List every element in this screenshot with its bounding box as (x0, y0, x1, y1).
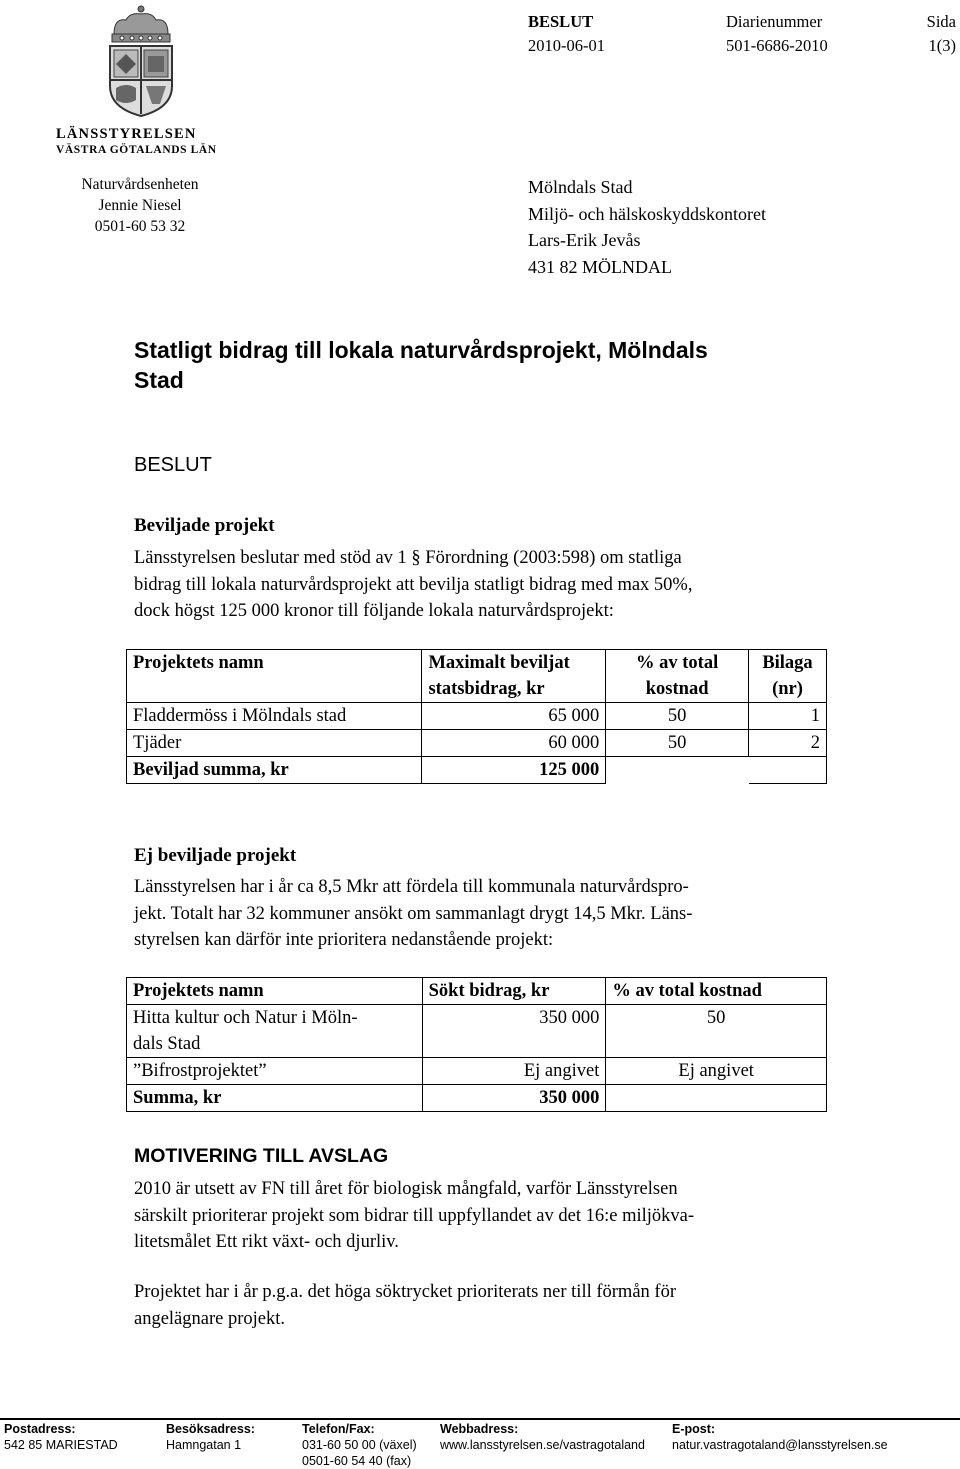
project-amount: Ej angivet (422, 1058, 606, 1085)
footer-postal-label: Postadress: (4, 1422, 76, 1436)
diarienummer-block (726, 10, 828, 58)
col-header-percent: % av total kostnad (606, 978, 827, 1005)
doc-type: BESLUT (528, 12, 594, 31)
col-header-percent (606, 650, 749, 703)
coat-of-arms-icon (100, 4, 182, 118)
project-name: Fladdermöss i Mölndals stad (127, 703, 422, 730)
doc-type-block (528, 10, 605, 58)
footer-email-label: E-post: (672, 1422, 716, 1436)
project-percent: 50 (606, 703, 749, 730)
rejected-text (134, 874, 834, 954)
project-percent: 50 (606, 1005, 827, 1058)
recipient-address: 431 82 MÖLNDAL (528, 256, 672, 277)
approved-text-line1: Länsstyrelsen beslutar med stöd av 1 § Förordning (2003:598) om statliga (134, 548, 682, 568)
table-row (127, 1005, 827, 1058)
project-name-line1: Hitta kultur och Natur i Möln- (133, 1008, 358, 1028)
rejected-text-line3: styrelsen kan därför inte prioritera nedanstående projekt: (134, 930, 554, 950)
project-name-line2: dals Stad (133, 1034, 201, 1054)
footer-divider (0, 1418, 960, 1420)
project-percent: Ej angivet (606, 1058, 827, 1085)
rejected-heading: Ej beviljade projekt (134, 845, 297, 866)
recipient-org: Mölndals Stad (528, 177, 633, 197)
motivation-paragraph-2 (134, 1279, 834, 1332)
total-label: Beviljad summa, kr (127, 757, 422, 784)
agency-name (56, 126, 226, 158)
project-amount: 65 000 (422, 703, 606, 730)
project-amount: 60 000 (422, 730, 606, 757)
total-amount: 125 000 (422, 757, 606, 784)
table-row (127, 703, 827, 730)
project-amount: 350 000 (422, 1005, 606, 1058)
footer-visit-value: Hamngatan 1 (166, 1438, 242, 1452)
col-header-appendix (749, 650, 827, 703)
recipient-person: Lars-Erik Jevås (528, 230, 641, 250)
motivation-p1-line3: litetsmålet Ett rikt växt- och djurliv. (134, 1232, 399, 1252)
col-header-amount-line2: statsbidrag, kr (428, 679, 545, 699)
sender-block (40, 174, 240, 237)
footer-phone (302, 1421, 417, 1469)
approved-text-line2: bidrag till lokala naturvårdsprojekt att bevilja statligt bidrag med max 50%, (134, 574, 693, 595)
total-label: Summa, kr (127, 1085, 423, 1112)
footer-postal-value: 542 85 MARIESTAD (4, 1438, 118, 1452)
empty-cell (606, 1085, 827, 1112)
footer-email (672, 1421, 888, 1453)
footer-phone-value-2: 0501-60 54 40 (fax) (302, 1454, 412, 1468)
col-header-amount: Sökt bidrag, kr (422, 978, 606, 1005)
col-header-percent-line2: kostnad (645, 679, 709, 699)
footer-web-link[interactable]: www.lansstyrelsen.se/vastragotaland (440, 1438, 645, 1452)
motivation-heading: MOTIVERING TILL AVSLAG (134, 1145, 389, 1167)
col-header-name: Projektets namn (127, 650, 422, 703)
decision-label: BESLUT (134, 454, 212, 476)
table-total-row (127, 1085, 827, 1112)
empty-cell (606, 757, 749, 784)
col-header-percent-line1: % av total (636, 653, 719, 673)
motivation-paragraph-1 (134, 1176, 834, 1256)
sender-unit: Naturvårdsenheten (81, 176, 199, 193)
sender-phone: 0501-60 53 32 (94, 218, 186, 235)
approved-text (134, 545, 834, 625)
col-header-amount-line1: Maximalt beviljat (428, 653, 570, 673)
agency-name-line1: LÄNSSTYRELSEN (56, 126, 197, 142)
page-label: Sida (926, 12, 956, 31)
agency-name-line2: VÄSTRA GÖTALANDS LÄN (56, 144, 217, 156)
page-title (134, 335, 834, 395)
table-row (127, 730, 827, 757)
motivation-p1-line1: 2010 är utsett av FN till året för biologisk mångfald, varför Länsstyrelsen (134, 1179, 678, 1199)
footer-visit (166, 1421, 255, 1453)
project-appendix: 2 (749, 730, 827, 757)
footer-phone-label: Telefon/Fax: (302, 1422, 375, 1436)
col-header-name: Projektets namn (127, 978, 423, 1005)
approved-projects-table (126, 649, 827, 784)
diarienummer-value: 501-6686-2010 (726, 36, 828, 55)
footer-postal (4, 1421, 118, 1453)
project-name (127, 1005, 423, 1058)
table-header-row (127, 650, 827, 703)
coat-of-arms-logo (100, 4, 182, 118)
page-title-line1: Statligt bidrag till lokala naturvårdsprojekt, Mölndals (134, 337, 708, 363)
col-header-amount (422, 650, 606, 703)
page-number-block (927, 10, 956, 58)
page-title-line2: Stad (134, 367, 184, 393)
recipient-block (528, 174, 766, 280)
approved-text-line3: dock högst 125 000 kronor till följande lokala naturvårdsprojekt: (134, 601, 614, 621)
approved-heading: Beviljade projekt (134, 515, 275, 536)
rejected-text-line1: Länsstyrelsen har i år ca 8,5 Mkr att fördela till kommunala naturvårdspro- (134, 877, 689, 897)
project-name: ”Bifrostprojektet” (127, 1058, 423, 1085)
sender-name: Jennie Niesel (98, 197, 182, 214)
col-header-appendix-line2: (nr) (772, 679, 803, 699)
rejected-projects-table (126, 977, 827, 1112)
empty-cell (749, 757, 827, 784)
recipient-office: Miljö- och hälskoskyddskontoret (528, 203, 766, 224)
motivation-p1-line2: särskilt prioriterar projekt som bidrar till uppfyllandet av det 16:e miljökva- (134, 1205, 694, 1226)
doc-date: 2010-06-01 (528, 36, 605, 55)
col-header-appendix-line1: Bilaga (762, 653, 813, 673)
footer-email-link[interactable]: natur.vastragotaland@lansstyrelsen.se (672, 1438, 888, 1452)
footer-visit-label: Besöksadress: (166, 1422, 255, 1436)
project-appendix: 1 (749, 703, 827, 730)
footer-phone-value-1: 031-60 50 00 (växel) (302, 1438, 417, 1452)
rejected-text-line2: jekt. Totalt har 32 kommuner ansökt om sammanlagt drygt 14,5 Mkr. Läns- (134, 903, 693, 924)
diarienummer-label: Diarienummer (726, 12, 823, 31)
total-amount: 350 000 (422, 1085, 606, 1112)
project-name: Tjäder (127, 730, 422, 757)
project-percent: 50 (606, 730, 749, 757)
motivation-p2-line1: Projektet har i år p.g.a. det höga söktrycket prioriterats ner till förmån för (134, 1282, 676, 1302)
table-row (127, 1058, 827, 1085)
motivation-p2-line2: angelägnare projekt. (134, 1308, 286, 1329)
footer-web-label: Webbadress: (440, 1422, 519, 1436)
table-total-row (127, 757, 827, 784)
page-number: 1(3) (928, 36, 956, 55)
table-header-row (127, 978, 827, 1005)
footer-web (440, 1421, 645, 1453)
